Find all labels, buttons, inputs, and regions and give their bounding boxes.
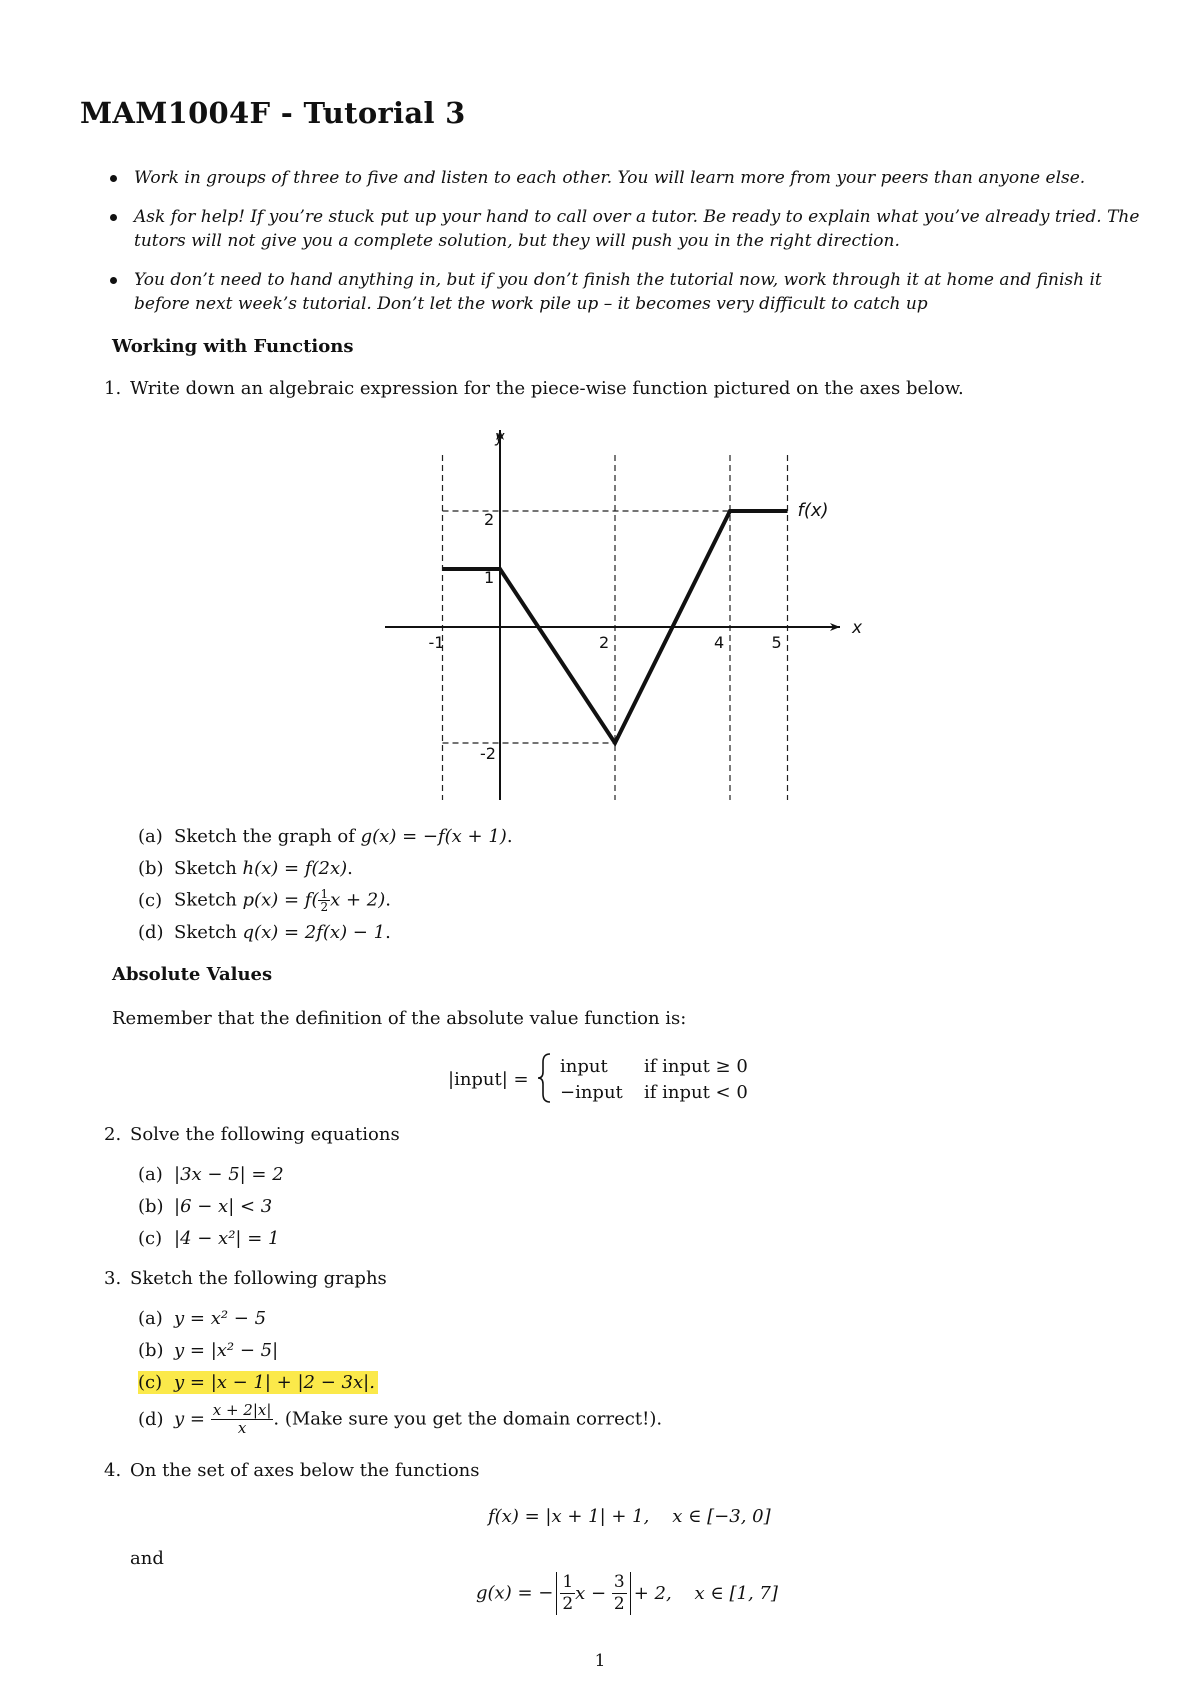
question-text: On the set of axes below the functions [130,1460,480,1481]
q3-part-a [138,1308,266,1329]
fraction [612,1572,627,1615]
axis-labels [429,427,864,763]
instruction-text: Work in groups of three to five and listen to each other. You will learn more from your peers than anyone else. [134,168,1086,188]
part-label: (d) [138,922,164,943]
part-math: |4 − x²| = 1 [174,1228,280,1249]
section-heading-functions: Working with Functions [112,336,354,357]
abs-case-1-expr: input [560,1056,608,1077]
bullet-icon [110,214,117,221]
abs-def-lhs: |input| = [448,1069,529,1090]
part-text: . (Make sure you get the domain correct!). [273,1408,663,1430]
part-math: p(x) = f( [242,889,319,911]
part-punct: . [506,826,513,847]
axes [385,430,840,800]
page-title: MAM1004F - Tutorial 3 [80,96,466,130]
fraction-numerator: 3 [613,1572,625,1592]
part-text: Sketch [174,889,243,911]
fraction [318,888,330,913]
part-label: (c) [138,889,163,911]
part-label: (a) [138,1164,163,1185]
q2-part-c [138,1228,279,1249]
part-math: y = |x − 1| + |2 − 3x|. [174,1372,375,1393]
highlighted-item [138,1371,378,1394]
part-math: y = [174,1408,205,1430]
piecewise-graph [370,420,870,810]
question-number: 2. [104,1124,122,1145]
fraction-denominator: 2 [562,1594,574,1614]
q2-part-a [138,1164,284,1185]
part-text: Sketch the graph of [174,826,361,847]
g-math: g(x) = − [476,1582,554,1604]
q3-part-c [138,1372,378,1393]
part-label: (b) [138,1196,164,1217]
question-2 [104,1124,400,1145]
fraction-denominator: x [237,1419,247,1437]
instruction-text: Ask for help! If you’re stuck put up your hand to call over a tutor. Be ready to explain what you’ve already tried. The tutors will not give you a complete solution, but they will push you in the right direction. [134,207,1140,251]
y-tick-label: 2 [484,510,495,529]
question-text: Solve the following equations [130,1124,400,1145]
fraction-numerator: 1 [562,1572,574,1592]
part-math: |3x − 5| = 2 [174,1164,284,1185]
instruction-item [108,268,1158,316]
part-label: (b) [138,1340,164,1361]
question-3 [104,1268,387,1289]
absolute-bars [556,1572,630,1615]
instructions-list [108,166,1158,331]
y-axis-label: y [495,427,505,446]
part-label: (a) [138,1308,163,1329]
question-text: Write down an algebraic expression for the piece-wise function pictured on the axes below. [130,378,964,399]
g-math: x − [575,1583,607,1604]
instruction-text: You don’t need to hand anything in, but if you don’t finish the tutorial now, work through it at home and finish it before next week’s tutorial. Don’t let the work pile up – it becomes very difficult to catch up [134,270,1102,314]
question-number: 3. [104,1268,122,1289]
part-punct: . [347,858,353,879]
section-heading-absolute-values: Absolute Values [112,964,273,985]
left-brace-icon [536,1052,554,1104]
page-number: 1 [594,1651,606,1671]
instruction-item [108,205,1158,253]
q1-part-a [138,826,513,847]
f-definition: f(x) = |x + 1| + 1, x ∈ [−3, 0] [488,1506,771,1527]
instruction-item [108,166,1158,190]
part-math: y = x² − 5 [174,1308,267,1329]
part-math: x + 2) [330,889,386,911]
x-tick-label: 5 [771,633,782,652]
y-tick-label: -2 [480,744,496,763]
g-definition [476,1572,778,1615]
abs-case-1-cond: if input ≥ 0 [644,1056,748,1077]
abs-case-2-expr: −input [560,1082,623,1103]
part-math: |6 − x| < 3 [174,1196,273,1217]
q3-part-d [138,1402,662,1437]
bullet-icon [110,175,117,182]
part-label: (a) [138,826,163,847]
fraction [560,1572,575,1615]
bullet-icon [110,277,117,284]
x-tick-label: 4 [714,633,725,652]
y-tick-label: 1 [484,568,495,587]
fraction [211,1402,274,1437]
part-label: (d) [138,1408,164,1430]
question-4 [104,1460,480,1481]
q2-part-b [138,1196,272,1217]
x-tick-label: 2 [599,633,610,652]
question-text: Sketch the following graphs [130,1268,387,1289]
q1-part-c [138,888,391,913]
part-label: (c) [138,1228,163,1249]
part-text: Sketch [174,922,243,943]
fraction-numerator: 1 [320,887,329,901]
part-text: Sketch [174,858,243,879]
part-math: q(x) = 2f(x) − 1 [242,922,386,943]
g-math: + 2, x ∈ [1, 7] [633,1583,778,1604]
q1-part-d [138,922,391,943]
part-label: (c) [138,1372,163,1393]
part-math: h(x) = f(2x) [242,858,348,879]
absolute-value-intro: Remember that the definition of the absolute value function is: [112,1008,687,1029]
part-math: y = |x² − 5| [174,1340,279,1361]
fraction-numerator: x + 2|x| [212,1401,272,1419]
function-label: f(x) [797,500,829,521]
part-math: g(x) = −f(x + 1) [360,826,507,847]
x-tick-label: -1 [428,633,445,652]
x-axis-label: x [852,618,863,638]
question-number: 1. [104,378,122,399]
q3-part-b [138,1340,278,1361]
abs-case-2-cond: if input < 0 [644,1082,748,1103]
and-text: and [130,1548,164,1569]
fraction-denominator: 2 [320,900,329,914]
part-punct: . [385,889,391,911]
part-punct: . [385,922,391,943]
question-1 [104,378,964,399]
question-number: 4. [104,1460,122,1481]
q1-part-b [138,858,353,879]
fraction-denominator: 2 [613,1594,625,1614]
part-label: (b) [138,858,164,879]
